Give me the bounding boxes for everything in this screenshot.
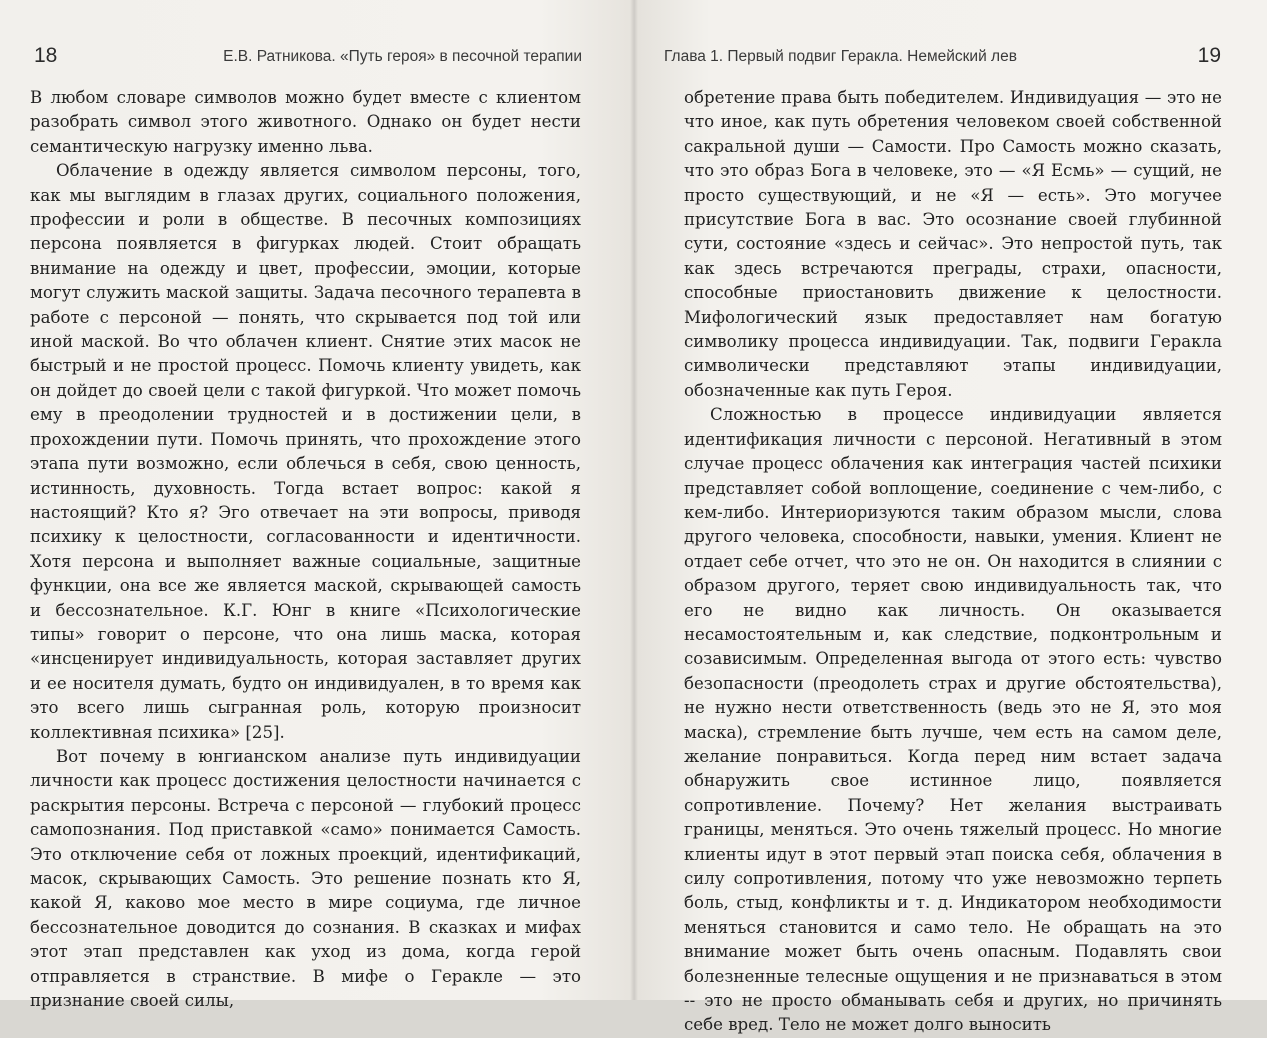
left-page xyxy=(0,0,634,1011)
right-page xyxy=(634,0,1267,1035)
book-gutter xyxy=(630,0,638,1000)
paragraph: Облачение в одежду является символом персоны, того, как мы выглядим в глазах других, социального положения, профессии и роли в обществе. В песочных композициях персона появляется в фигурках людей. Стоит обращать внимание на одежду и цвет, профессии, эмоции, которые могут служить маской защиты. Задача песочного терапевта в работе с персоной — понять, что скрывается под той или иной маской. Во что облачен клиент. Снятие этих масок не быстрый и не простой процесс. Помочь клиенту увидеть, как он дойдет до своей цели с такой фигуркой. Что может помочь ему в преодолении трудностей и в достижении цели, в прохождении пути. Помочь принять, что прохождение этого этапа пути возможно, если облечься в себя, свою ценность, истинность, духовность. Тогда встает вопрос: какой я настоящий? Кто я? Эго отвечает на эти вопросы, приводя психику к целостности, согласованности и идентичности. Хотя персона и выполняет важные социальные, защитные функции, она все же является маской, скрывающей самость и бессознательное. К.Г. Юнг в книге «Психологические типы» говорит о персоне, что она лишь маска, которая «инсценирует индивидуальность, которая заставляет других и ее носителя думать, будто он индивидуален, в то время как это всего лишь сыгранная роль, которую произносит коллективная психика» [25]. xyxy=(30,161,581,742)
paragraph: Вот почему в юнгианском анализе путь индивидуации личности как процесс достижения целостности начинается с раскрытия персоны. Встреча с персоной — глубокий процесс самопознания. Под приставкой «само» понимается Самость. Это отключение себя от ложных проекций, идентификаций, масок, скрывающих Самость. Это решение познать кто Я, какой Я, каково мое место в мире социума, где личное бессознательное доводится до сознания. В сказках и мифах этот этап представлен как уход из дома, когда герой отправляется в странствие. В мифе о Геракле — это признание своей силы, xyxy=(30,746,581,1011)
paragraph: Сложностью в процессе индивидуации является идентификация личности с персоной. Негативный в этом случае процесс облачения как интеграция частей психики представляет собой воплощение, соединение с чем-либо, с кем-либо. Интериоризуются таким образом мысли, слова другого человека, способности, навыки, умения. Клиент не отдает себе отчет, что это не он. Он находится в слиянии с образом другого, теряет свою индивидуальность так, что его не видно как личность. Он оказывается несамостоятельным и, как следствие, подконтрольным и созависимым. Определенная выгода от этого есть: чувство безопасности (преодолеть страх и другие обстоятельства), не нужно нести ответственность (ведь это не Я, это моя маска), стремление быть лучше, чем есть на самом деле, желание понравиться. Когда перед ним встает задача обнаружить свое истинное лицо, появляется сопротивление. Почему? Нет желания выстраивать границы, меняться. Это очень тяжелый процесс. Но многие клиенты идут в этот первый этап поиска себя, облачения в силу сопротивления, потому что уже невозможно терпеть боль, стыд, конфликты и т. д. Индикатором необходимости меняться становится и само тело. Не обращать на это внимание может быть очень опасным. Подавлять свои болезненные телесные ощущения и не признаваться в этом -- это не просто обманывать себя и других, но причинять себе вред. Тело не может долго выносить xyxy=(684,405,1222,1035)
left-running-head: Е.В. Ратникова. «Путь героя» в песочной терапии xyxy=(223,48,582,65)
paragraph: обретение права быть победителем. Индивидуация — это не что иное, как путь обретения человеком своей собственной сакральной души — Самости. Про Самость можно сказать, что это образ Бога в человеке, это — «Я Есмь» — сущий, не просто существующий, и не «Я — есть». Это могучее присутствие Бога в вас. Это осознание своей глубинной сути, состояние «здесь и сейчас». Это непростой путь, так как здесь встречаются преграды, страхи, опасности, способные приостановить движение к целостности. Мифологический язык предоставляет нам богатую символику процесса индивидуации. Так, подвиги Геракла символически представляют этапы индивидуации, обозначенные как путь Героя. xyxy=(684,88,1222,400)
left-page-number: 18 xyxy=(34,44,58,67)
right-page-number: 19 xyxy=(1197,44,1221,67)
paragraph: В любом словаре символов можно будет вместе с клиентом разобрать символ этого животного. Однако он будет нести семантическую нагрузку именно льва. xyxy=(30,88,581,156)
left-body-text xyxy=(30,86,581,1013)
right-running-head: Глава 1. Первый подвиг Геракла. Немейский лев xyxy=(664,48,1017,65)
right-body-text xyxy=(684,86,1222,1038)
